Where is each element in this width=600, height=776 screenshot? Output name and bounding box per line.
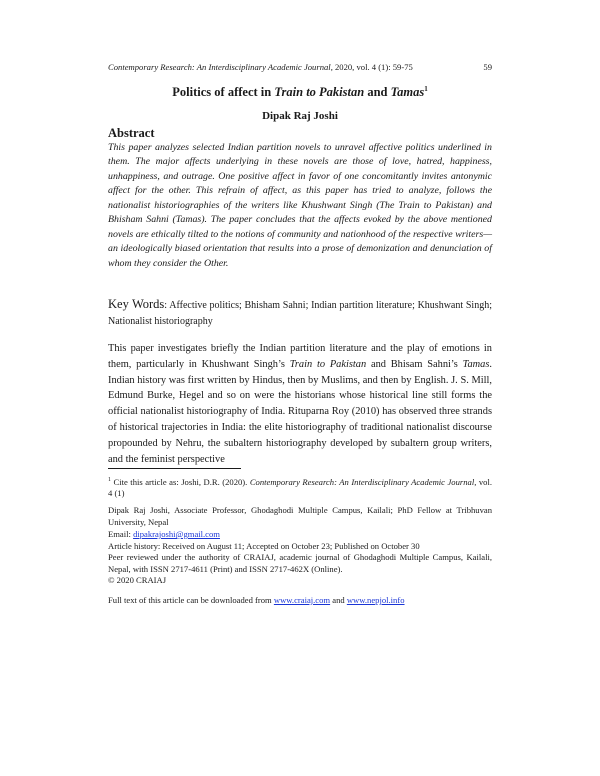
keywords-list: : Affective politics; Bhisham Sahni; Indian partition literature; Khushwant Singh; Nationalist historiography: [108, 300, 492, 327]
author-email: Email: dipakrajoshi@gmail.com: [108, 529, 220, 539]
page-number: 59: [483, 62, 492, 72]
body-paragraph: This paper investigates briefly the Indian partition literature and the play of emotions in them, particularly in Khushwant Singh’s Train to Pakistan and Bhisam Sahni’s Tamas. Indian history was first written by Hindus, then by Muslims, and then by English. J. S. Mill, Edmund Burke, Hegel and so on were the historians whose historical line still forms the official nationalist historiography of India. Rituparna Roy (2010) has observed three strands of historical trajectories in India: the elite historiography of traditional nationalist discourse propounded by Nehru, the subaltern historiography developed by subaltern group writers, and the feminist perspective: [108, 343, 492, 465]
paper-title: Politics of affect in Train to Pakistan and Tamas$^1$: [172, 85, 428, 100]
copyright-notice: © 2020 CRAIAJ: [108, 575, 167, 585]
title-footnote-mark: 1: [424, 85, 428, 93]
abstract-heading: Abstract: [108, 126, 155, 140]
abstract-text: This paper analyzes selected Indian partition novels to unravel affective politics underlined in them. The major affects underlying in these novels are those of love, hatred, happiness, unhappiness, and outrage. One positive affect in favor of one concomitantly invites antonymic affect for the other. This refrain of affect, as this paper has tried to analyze, follows the nationalist historiographies of the writers like Khushwant Singh (The Train to Pakistan) and Bhisham Sahni (Tamas). The paper concludes that the affects evoked by the above mentioned novels are ethically tilted to the notions of community and nationhood of the respective writers—an ideologically biased orientation that results into a prose of demonization and denunciation of whom they consider the Other.: [108, 142, 492, 269]
peer-review-note: Peer reviewed under the authority of CRAIAJ, academic journal of Ghodaghodi Multiple Campus, Kailali, Nepal, with ISSN 2717-4611 (Print) and ISSN 2717-462X (Online).: [108, 552, 492, 574]
journal-citation: Contemporary Research: An Interdisciplinary Academic Journal, 2020, vol. 4 (1): 59-75: [108, 62, 413, 72]
keywords: [108, 296, 492, 330]
craiaj-link[interactable]: www.craiaj.com: [273, 595, 331, 605]
nepjol-link[interactable]: www.nepjol.info: [346, 595, 405, 605]
running-header: [108, 62, 492, 72]
article-history: Article history: Received on August 11; Accepted on October 23; Published on October 30: [108, 541, 420, 551]
email-link[interactable]: dipakrajoshi@gmail.com: [133, 529, 220, 539]
footnote-citation: $^1$ Cite this article as: Joshi, D.R. (2020). Contemporary Research: An Interdisciplinary Academic Journal, vol. 4 (1): [108, 476, 492, 499]
footnote-divider: [108, 468, 241, 469]
author-name: Dipak Raj Joshi: [262, 110, 338, 122]
author-affiliation: Dipak Raj Joshi, Associate Professor, Ghodaghodi Multiple Campus, Kailali; PhD Fellow at Tribhuvan University, Nepal: [108, 505, 492, 527]
download-note: Full text of this article can be downloaded from www.craiaj.com and www.nepjol.info: [108, 595, 405, 605]
keywords-label: Key Words: [108, 297, 165, 311]
